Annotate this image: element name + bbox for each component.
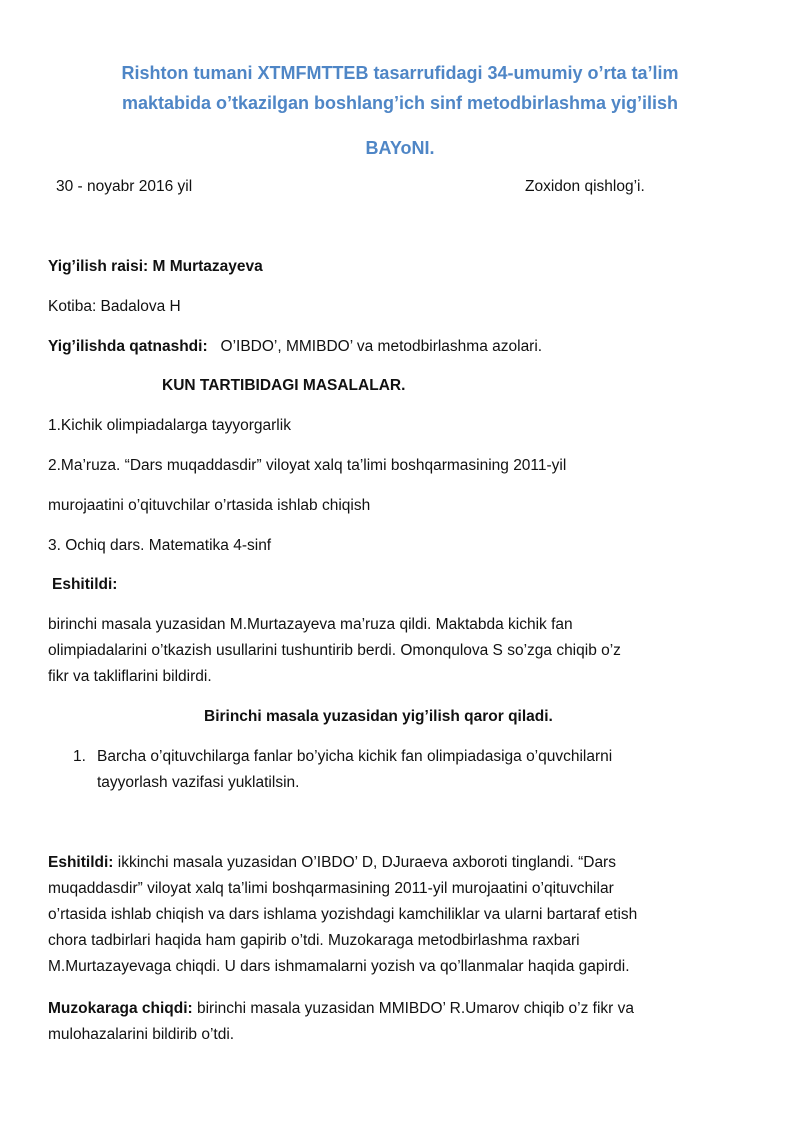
document-title-line-1: Rishton tumani XTMFMTTEB tasarrufidagi 34-umumiy o’rta ta’lim bbox=[121, 63, 679, 83]
attendees-value: O’IBDO’, MMIBDO’ va metodbirlashma azolari. bbox=[220, 338, 543, 355]
secretary: Kotiba: Badalova H bbox=[48, 298, 181, 315]
attendees-label: Yig’ilishda qatnashdi: bbox=[48, 338, 208, 355]
agenda-item: murojaatini o’qituvchilar o’rtasida ishlab chiqish bbox=[48, 497, 371, 514]
section2-body-line: o’rtasida ishlab chiqish va dars ishlama yozishdagi kamchiliklar va ularni bartaraf etish bbox=[48, 906, 638, 923]
section1-body-line: birinchi masala yuzasidan M.Murtazayeva ma’ruza qildi. Maktabda kichik fan bbox=[48, 616, 573, 633]
section1-body-line: olimpiadalarini o’tkazish usullarini tushuntirib berdi. Omonqulova S so’zga chiqib o’z bbox=[48, 642, 621, 659]
decision-number: 1. bbox=[73, 748, 86, 765]
decision-line: tayyorlash vazifasi yuklatilsin. bbox=[97, 774, 300, 791]
agenda-item: 1.Kichik olimpiadalarga tayyorgarlik bbox=[48, 417, 291, 434]
attendees-line bbox=[48, 334, 542, 360]
section2-body-line: chora tadbirlari haqida ham gapirib o’tdi. Muzokaraga metodbirlashma raxbari bbox=[48, 932, 580, 949]
decision-line: Barcha o’qituvchilarga fanlar bo’yicha kichik fan olimpiadasiga o’quvchilarni bbox=[97, 748, 613, 765]
document-title-line-3: BAYoNI. bbox=[365, 138, 435, 158]
meeting-place: Zoxidon qishlog’i. bbox=[525, 178, 645, 195]
section1-body-line: fikr va takliflarini bildirdi. bbox=[48, 668, 212, 685]
section2-heard-label: Eshitildi: bbox=[48, 854, 114, 871]
discussion-line: birinchi masala yuzasidan MMIBDO’ R.Umarov chiqib o’z fikr va bbox=[192, 1000, 634, 1017]
section1-heard-label: Eshitildi: bbox=[52, 576, 118, 593]
section2-body-line: ikkinchi masala yuzasidan O’IBDO’ D, DJuraeva axboroti tinglandi. “Dars bbox=[113, 854, 616, 871]
agenda-item: 3. Ochiq dars. Matematika 4-sinf bbox=[48, 537, 272, 554]
discussion-first-line bbox=[48, 996, 634, 1022]
document-title-line-2: maktabida o’tkazilgan boshlang’ich sinf metodbirlashma yig’ilish bbox=[121, 93, 679, 113]
discussion-line: mulohazalarini bildirib o’tdi. bbox=[48, 1026, 235, 1043]
section2-body-line: M.Murtazayevaga chiqdi. U dars ishmamalarni yozish va qo’llanmalar haqida gapirdi. bbox=[48, 958, 630, 975]
section2-first-line bbox=[48, 850, 616, 876]
section1-decision-heading: Birinchi masala yuzasidan yig’ilish qaror qiladi. bbox=[204, 708, 553, 725]
meeting-date: 30 - noyabr 2016 yil bbox=[56, 178, 193, 195]
chair-label: Yig’ilish raisi: M Murtazayeva bbox=[48, 258, 263, 275]
discussion-label: Muzokaraga chiqdi: bbox=[48, 1000, 193, 1017]
section2-body-line: muqaddasdir” viloyat xalq ta’limi boshqarmasining 2011-yil murojaatini o’qituvchilar bbox=[48, 880, 614, 897]
agenda-item: 2.Ma’ruza. “Dars muqaddasdir” viloyat xalq ta’limi boshqarmasining 2011-yil bbox=[48, 457, 567, 474]
agenda-heading: KUN TARTIBIDAGI MASALALAR. bbox=[162, 377, 406, 394]
